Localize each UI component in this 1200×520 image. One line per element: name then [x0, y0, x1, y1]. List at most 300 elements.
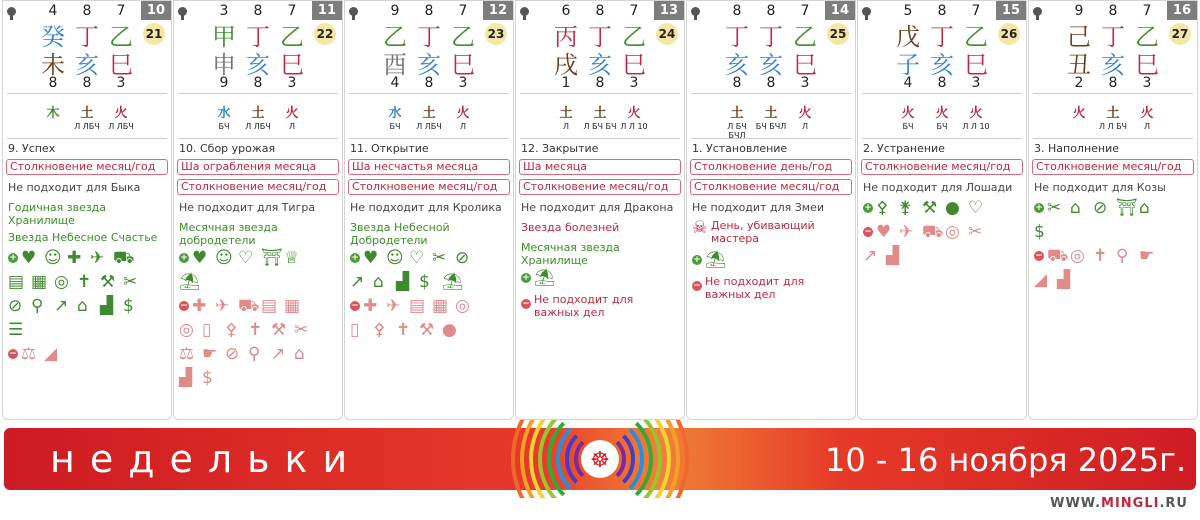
- tools-icon: ⚒: [922, 198, 938, 218]
- element-sub: Л: [1143, 122, 1150, 131]
- note-text: Не подходит для Змеи: [692, 201, 824, 214]
- heavenly-stem: 丙: [554, 23, 578, 51]
- heavenly-stem: 乙: [964, 23, 988, 51]
- sun-day-number: 22: [314, 23, 336, 45]
- up-icon: ↗: [350, 272, 365, 292]
- branch-number: 3: [629, 75, 639, 91]
- element-sub: БЧ БЧЛ: [755, 122, 787, 131]
- rings-icon: ◎: [455, 296, 470, 316]
- element-glyph: 土: [1106, 106, 1120, 121]
- element-sub: БЧ: [218, 122, 230, 131]
- earthly-branch: 巳: [1135, 51, 1159, 79]
- stairs-icon: ▟: [179, 368, 193, 388]
- heavenly-stem: 丁: [75, 23, 99, 51]
- element-sub: Л ЛБЧ: [108, 122, 134, 131]
- note-text: Месячная звезда добродетели: [179, 221, 278, 247]
- earthly-branch: 亥: [930, 51, 954, 79]
- stem-number: 8: [82, 3, 92, 19]
- element-sub: Л Л БЧ: [1098, 122, 1128, 131]
- earthly-branch: 亥: [417, 51, 441, 79]
- heavenly-stem: 丁: [417, 23, 441, 51]
- tools-icon: ⚒: [271, 320, 287, 340]
- plus-icon: +: [180, 253, 188, 263]
- cup-icon: ♕: [284, 248, 300, 268]
- warning-box: Столкновение месяц/год: [6, 159, 168, 175]
- element-sub: Л ЛБЧ: [416, 122, 442, 131]
- earthly-branch: 巳: [451, 51, 475, 79]
- element-sub: БЧ: [389, 122, 401, 131]
- house-icon: ⌂: [1070, 198, 1081, 218]
- branch-number: 8: [595, 75, 605, 91]
- branch-number: 3: [287, 75, 297, 91]
- note-text: Не подходит для Козы: [1034, 181, 1166, 194]
- day-officer: 10. Сбор урожая: [179, 142, 276, 155]
- plane-icon: ✈: [90, 248, 105, 268]
- stem-number: 9: [390, 3, 400, 19]
- plane-icon: ✈: [899, 222, 914, 242]
- note-text: Звезда болезней: [521, 221, 620, 234]
- warning-box: Ша ограбления месяца: [177, 159, 339, 175]
- scissors-icon: ✂: [968, 222, 983, 242]
- earthly-branch: 申: [212, 51, 236, 79]
- sun-day-number: 27: [1169, 23, 1191, 45]
- day-column: [344, 0, 514, 420]
- element-sub: Л: [801, 122, 808, 131]
- element-glyph: 木: [46, 106, 60, 121]
- apple-icon: ●: [945, 198, 960, 218]
- divider: [520, 138, 680, 139]
- cross-icon: ✚: [67, 248, 82, 268]
- moon-icon: [520, 7, 529, 16]
- branch-number: 3: [458, 75, 468, 91]
- earthly-branch: 巳: [964, 51, 988, 79]
- doc-icon: ☰: [8, 320, 24, 340]
- island-icon: ⛱: [442, 272, 464, 292]
- element-glyph: 水: [388, 106, 402, 121]
- tools-icon: ⚒: [419, 320, 435, 340]
- no-icon: ⊘: [455, 248, 470, 268]
- temple-icon: ⛩: [261, 248, 283, 268]
- element-sub: БЧ: [902, 122, 914, 131]
- element-glyph: 土: [730, 106, 744, 121]
- element-sub: Л: [562, 122, 569, 131]
- heavenly-stem: 丁: [725, 23, 749, 51]
- divider: [862, 93, 1022, 94]
- element-glyph: 土: [764, 106, 778, 121]
- island-icon: ⛱: [705, 250, 727, 270]
- day-column: [857, 0, 1027, 420]
- plus-icon: +: [693, 255, 701, 265]
- branch-number: 3: [800, 75, 810, 91]
- minus-icon: −: [1035, 251, 1043, 261]
- search-icon: ⚲: [31, 296, 44, 316]
- earthly-branch: 亥: [759, 51, 783, 79]
- skull-icon: ☠: [692, 218, 708, 238]
- no-icon: ⊘: [8, 296, 23, 316]
- heavenly-stem: 丁: [930, 23, 954, 51]
- branch-number: 3: [116, 75, 126, 91]
- stem-number: 5: [903, 3, 913, 19]
- search-icon: ⚲: [1116, 246, 1129, 266]
- heart-icon: ♥: [876, 222, 892, 242]
- earthly-branch: 酉: [383, 51, 407, 79]
- stem-number: 7: [116, 3, 126, 19]
- earthly-branch: 亥: [1101, 51, 1125, 79]
- people-icon: ☺: [44, 248, 62, 268]
- grave-icon: ✝: [77, 272, 92, 292]
- heavenly-stem: 戊: [896, 23, 920, 51]
- heavenly-stem: 乙: [109, 23, 133, 51]
- temple-icon: ⛩: [1116, 198, 1138, 218]
- banner-title: недельки: [50, 437, 363, 481]
- stem-number: 6: [561, 3, 571, 19]
- stem-number: 7: [287, 3, 297, 19]
- element-sub: БЧ: [936, 122, 948, 131]
- week-calendar: [2, 0, 1198, 420]
- earthly-branch: 亥: [75, 51, 99, 79]
- cross-icon: ✚: [363, 296, 378, 316]
- up-icon: ↗: [54, 296, 69, 316]
- branch-number: 8: [937, 75, 947, 91]
- divider: [349, 93, 509, 94]
- cross-icon: ✚: [192, 296, 207, 316]
- plane-icon: ✈: [386, 296, 401, 316]
- heavenly-stem: 甲: [212, 23, 236, 51]
- branch-number: 9: [219, 75, 229, 91]
- note-text: Месячная звезда Хранилище: [521, 241, 620, 267]
- branch-number: 8: [1108, 75, 1118, 91]
- element-glyph: 土: [422, 106, 436, 121]
- earthly-branch: 亥: [588, 51, 612, 79]
- books-icon: ▤: [409, 296, 426, 316]
- divider: [862, 138, 1022, 139]
- branch-number: 3: [971, 75, 981, 91]
- moon-icon: [7, 7, 16, 16]
- rainbow-emblem: [420, 420, 780, 498]
- house-icon: ⌂: [294, 344, 305, 364]
- minus-icon: −: [180, 301, 188, 311]
- divider: [520, 93, 680, 94]
- element-glyph: 火: [627, 106, 641, 121]
- day-column: [173, 0, 343, 420]
- earthly-branch: 未: [41, 51, 65, 79]
- earthly-branch: 子: [896, 51, 920, 79]
- stem-number: 8: [595, 3, 605, 19]
- warning-box: Столкновение месяц/год: [348, 179, 510, 195]
- day-officer: 11. Открытие: [350, 142, 429, 155]
- house-icon: ⌂: [373, 272, 384, 292]
- moon-day-number: 11: [312, 1, 342, 20]
- minus-icon: −: [351, 301, 359, 311]
- minus-icon: −: [864, 227, 872, 237]
- sun-day-number: 26: [998, 23, 1020, 45]
- rainbow-arc: [549, 423, 564, 495]
- stem-number: 4: [48, 3, 58, 19]
- note-text: Не подходит для Быка: [8, 181, 141, 194]
- moon-day-number: 10: [141, 1, 171, 20]
- moon-icon: [1033, 7, 1042, 16]
- divider: [178, 138, 338, 139]
- stem-number: 8: [937, 3, 947, 19]
- plus-icon: +: [522, 273, 530, 283]
- day-column: [1028, 0, 1198, 420]
- site-prefix: WWW.: [1050, 496, 1102, 511]
- day-column: [2, 0, 172, 420]
- element-sub: Л: [288, 122, 295, 131]
- island-icon: ⛱: [179, 272, 201, 292]
- sun-day-number: 25: [827, 23, 849, 45]
- branch-number: 8: [82, 75, 92, 91]
- heart-icon: ♥: [192, 248, 208, 268]
- stem-number: 7: [1142, 3, 1152, 19]
- earthly-branch: 亥: [725, 51, 749, 79]
- site-link[interactable]: [1050, 496, 1188, 511]
- stairs-down-icon: ◢: [1034, 270, 1048, 290]
- shovel-icon: ⚴: [225, 320, 238, 340]
- element-glyph: 土: [559, 106, 573, 121]
- warning-box: Столкновение месяц/год: [861, 159, 1023, 175]
- earthly-branch: 亥: [246, 51, 270, 79]
- day-officer: 9. Успех: [8, 142, 56, 155]
- scales-icon: ⚖: [179, 344, 195, 364]
- element-glyph: 火: [969, 106, 983, 121]
- element-glyph: 火: [1140, 106, 1154, 121]
- scissors-icon: ✂: [432, 248, 447, 268]
- stem-number: 7: [971, 3, 981, 19]
- rings-icon: ◎: [54, 272, 69, 292]
- earthly-branch: 巳: [109, 51, 133, 79]
- up-icon: ↗: [863, 246, 878, 266]
- heart-icon: ♥: [21, 248, 37, 268]
- note-text: Не подходит для Дракона: [521, 201, 674, 214]
- grave-icon: ✝: [396, 320, 411, 340]
- plus-icon: +: [351, 253, 359, 263]
- scales-icon: ⚖: [21, 344, 37, 364]
- stem-number: 7: [800, 3, 810, 19]
- branch-number: 2: [1074, 75, 1084, 91]
- hand-icon: ☛: [1139, 246, 1155, 266]
- branch-number: 4: [903, 75, 913, 91]
- sun-day-number: 24: [656, 23, 678, 45]
- warning-box: Ша несчастья месяца: [348, 159, 510, 175]
- truck-icon: ⛟: [238, 296, 260, 316]
- divider: [691, 93, 851, 94]
- heavenly-stem: 乙: [1135, 23, 1159, 51]
- stem-number: 7: [458, 3, 468, 19]
- divider: [1033, 138, 1193, 139]
- element-sub: Л: [459, 122, 466, 131]
- warning-box: Столкновение месяц/год: [1032, 159, 1194, 175]
- money-icon: $: [123, 296, 134, 316]
- note-text: Не подходит для Кролика: [350, 201, 502, 214]
- truck-icon: ⛟: [922, 222, 944, 242]
- heavenly-stem: 己: [1067, 23, 1091, 51]
- stairs-icon: ▟: [886, 246, 900, 266]
- site-brand: MINGLI: [1101, 496, 1160, 511]
- moon-day-number: 14: [825, 1, 855, 20]
- stem-number: 8: [253, 3, 263, 19]
- branch-number: 1: [561, 75, 571, 91]
- stem-number: 8: [1108, 3, 1118, 19]
- warning-box: Столкновение месяц/год: [177, 179, 339, 195]
- moon-day-number: 12: [483, 1, 513, 20]
- element-glyph: 水: [217, 106, 231, 121]
- stem-number: 8: [424, 3, 434, 19]
- note-text: Не подходит для Тигра: [179, 201, 316, 214]
- element-glyph: 火: [798, 106, 812, 121]
- sun-day-number: 23: [485, 23, 507, 45]
- shovel-icon: ⚴: [876, 198, 889, 218]
- heavenly-stem: 丁: [1101, 23, 1125, 51]
- heavenly-stem: 丁: [246, 23, 270, 51]
- branch-number: 8: [766, 75, 776, 91]
- shovel-icon: ⚴: [373, 320, 386, 340]
- heartbreak-icon: ♡: [238, 248, 254, 268]
- truck-icon: ⛟: [113, 248, 135, 268]
- truck-icon: ⛟: [1047, 246, 1069, 266]
- element-sub: Л Л 10: [962, 122, 990, 131]
- rings-icon: ◎: [945, 222, 960, 242]
- element-glyph: 火: [1072, 106, 1086, 121]
- stem-number: 8: [766, 3, 776, 19]
- books-icon: ▤: [261, 296, 278, 316]
- building-icon: ▦: [31, 272, 48, 292]
- heavenly-stem: 乙: [622, 23, 646, 51]
- heavenly-stem: 乙: [451, 23, 475, 51]
- element-glyph: 土: [251, 106, 265, 121]
- divider: [7, 138, 167, 139]
- element-glyph: 火: [935, 106, 949, 121]
- heavenly-stem: 乙: [280, 23, 304, 51]
- scissors-icon: ✂: [294, 320, 309, 340]
- day-officer: 3. Наполнение: [1034, 142, 1120, 155]
- money-icon: $: [1034, 222, 1045, 242]
- moon-icon: [349, 7, 358, 16]
- grave-icon: ✝: [248, 320, 263, 340]
- note-text: Звезда Небесное Счастье: [8, 231, 158, 244]
- heavenly-stem: 丁: [588, 23, 612, 51]
- stem-number: 3: [219, 3, 229, 19]
- grave-icon: ✝: [1093, 246, 1108, 266]
- moon-icon: [178, 7, 187, 16]
- warning-box: Столкновение день/год: [690, 159, 852, 175]
- warning-box: Ша месяца: [519, 159, 681, 175]
- heavenly-stem: 乙: [793, 23, 817, 51]
- element-sub: Л ЛБЧ: [74, 122, 100, 131]
- element-glyph: 火: [114, 106, 128, 121]
- divider: [349, 138, 509, 139]
- moon-icon: [862, 7, 871, 16]
- stairs-down-icon: ◢: [44, 344, 58, 364]
- island-icon: ⛱: [534, 268, 556, 288]
- branch-number: 4: [390, 75, 400, 91]
- day-column: [686, 0, 856, 420]
- books-icon: ▤: [8, 272, 25, 292]
- warning-box: Столкновение месяц/год: [519, 179, 681, 195]
- heartbreak-icon: ♡: [409, 248, 425, 268]
- moon-day-number: 13: [654, 1, 684, 20]
- rings-icon: ◎: [1070, 246, 1085, 266]
- skull-note: День, убивающий мастера: [711, 219, 815, 245]
- earthly-branch: 巳: [793, 51, 817, 79]
- people-icon: ☺: [215, 248, 233, 268]
- building-icon: ▦: [432, 296, 449, 316]
- house-icon: ⌂: [77, 296, 88, 316]
- element-glyph: 土: [593, 106, 607, 121]
- branch-number: 3: [1142, 75, 1152, 91]
- element-sub: Л БЧ БЧ: [583, 122, 617, 131]
- up-icon: ↗: [271, 344, 286, 364]
- earthly-branch: 戌: [554, 51, 578, 79]
- bad-note: Не подходит для важных дел: [705, 275, 805, 301]
- note-text: Звезда Небесной Добродетели: [350, 221, 450, 247]
- hand-icon: ☛: [202, 344, 218, 364]
- plus-icon: +: [9, 253, 17, 263]
- heartbreak-icon: ♡: [968, 198, 984, 218]
- stem-number: 9: [1074, 3, 1084, 19]
- element-glyph: 火: [285, 106, 299, 121]
- money-icon: $: [419, 272, 430, 292]
- day-officer: 1. Установление: [692, 142, 788, 155]
- apple-icon: ●: [442, 320, 457, 340]
- branch-number: 8: [48, 75, 58, 91]
- earthly-branch: 巳: [622, 51, 646, 79]
- element-sub: Л БЧ БЧЛ: [727, 122, 747, 140]
- divider: [178, 93, 338, 94]
- search-icon: ⚲: [248, 344, 261, 364]
- note-text: Годичная звезда Хранилище: [8, 201, 107, 227]
- branch-number: 8: [424, 75, 434, 91]
- tools-icon: ⚒: [100, 272, 116, 292]
- moon-icon: [691, 7, 700, 16]
- stairs-icon: ▟: [1057, 270, 1071, 290]
- minus-icon: −: [522, 299, 530, 309]
- heavenly-stem: 乙: [383, 23, 407, 51]
- rings-icon: ◎: [179, 320, 194, 340]
- branch-number: 8: [253, 75, 263, 91]
- stem-number: 8: [732, 3, 742, 19]
- stairs-icon: ▟: [396, 272, 410, 292]
- site-suffix: .RU: [1159, 496, 1188, 511]
- minus-icon: −: [9, 349, 17, 359]
- plus-icon: +: [1035, 203, 1043, 213]
- broom-icon: ⚵: [899, 198, 912, 218]
- earthly-branch: 丑: [1067, 51, 1091, 79]
- no-icon: ⊘: [225, 344, 240, 364]
- date-range: 10 - 16 ноября 2025г.: [825, 441, 1187, 479]
- plus-icon: +: [864, 203, 872, 213]
- minus-icon: −: [693, 281, 701, 291]
- heart-icon: ♥: [363, 248, 379, 268]
- people-icon: ☺: [386, 248, 404, 268]
- moon-day-number: 16: [1167, 1, 1197, 20]
- plane-icon: ✈: [215, 296, 230, 316]
- element-sub: Л ЛБЧ: [245, 122, 271, 131]
- stairs-icon: ▟: [100, 296, 114, 316]
- longevity-symbol-icon: ☸: [590, 448, 610, 473]
- element-glyph: 火: [456, 106, 470, 121]
- earthly-branch: 巳: [280, 51, 304, 79]
- element-glyph: 火: [901, 106, 915, 121]
- door-icon: ▯: [202, 320, 212, 340]
- bad-note: Не подходит для важных дел: [534, 293, 634, 319]
- stem-number: 7: [629, 3, 639, 19]
- element-sub: Л Л 10: [620, 122, 648, 131]
- element-glyph: 土: [80, 106, 94, 121]
- house-icon: ⌂: [1139, 198, 1150, 218]
- building-icon: ▦: [284, 296, 301, 316]
- no-icon: ⊘: [1093, 198, 1108, 218]
